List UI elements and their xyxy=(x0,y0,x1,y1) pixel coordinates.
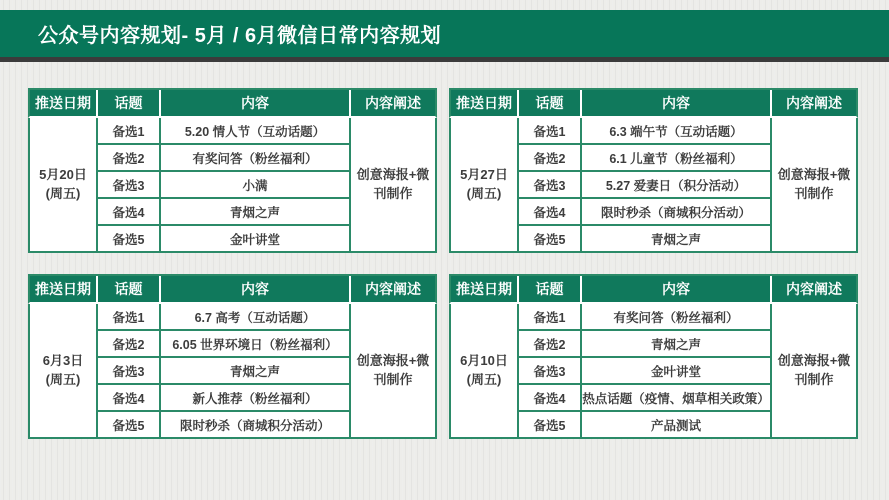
schedule-table-may20 xyxy=(28,88,437,253)
content-cell: 限时秒杀（商城积分活动） xyxy=(161,412,349,437)
table-body xyxy=(28,118,437,253)
content-cell: 5.20 情人节（互动话题） xyxy=(161,118,349,143)
table-header-row xyxy=(28,274,437,304)
table-grid xyxy=(28,88,858,439)
content-cell: 新人推荐（粉丝福利） xyxy=(161,385,349,410)
content-cell: 产品测试 xyxy=(582,412,770,437)
description-cell: 创意海报+微刊制作 xyxy=(351,118,435,251)
topic-cell: 备选4 xyxy=(98,385,159,410)
schedule-table-jun3 xyxy=(28,274,437,439)
topic-cell: 备选5 xyxy=(98,412,159,437)
weekday-text: (周五) xyxy=(466,371,502,387)
column-header-topic: 话题 xyxy=(519,276,580,302)
content-cell: 金叶讲堂 xyxy=(582,358,770,383)
topic-cell: 备选4 xyxy=(519,385,580,410)
content-cell: 青烟之声 xyxy=(161,199,349,224)
column-header-push-date: 推送日期 xyxy=(451,276,517,302)
content-cell: 青烟之声 xyxy=(582,226,770,251)
topic-cell: 备选3 xyxy=(98,358,159,383)
topic-cell: 备选1 xyxy=(519,118,580,143)
table-header-row xyxy=(28,88,437,118)
description-cell: 创意海报+微刊制作 xyxy=(772,304,856,437)
date-cell xyxy=(30,118,96,251)
table-header-row xyxy=(449,88,858,118)
date-text: 5月20日 xyxy=(39,167,87,183)
column-header-description: 内容阐述 xyxy=(351,90,435,116)
topic-cell: 备选2 xyxy=(98,145,159,170)
content-cell: 青烟之声 xyxy=(582,331,770,356)
table-body xyxy=(449,118,858,253)
topic-cell: 备选3 xyxy=(98,172,159,197)
topic-cell: 备选5 xyxy=(519,226,580,251)
topic-cell: 备选4 xyxy=(519,199,580,224)
table-body xyxy=(449,304,858,439)
date-text: 6月3日 xyxy=(42,353,84,369)
description-cell: 创意海报+微刊制作 xyxy=(772,118,856,251)
topic-cell: 备选1 xyxy=(98,118,159,143)
column-header-push-date: 推送日期 xyxy=(30,90,96,116)
topic-cell: 备选2 xyxy=(519,331,580,356)
content-cell: 青烟之声 xyxy=(161,358,349,383)
topic-cell: 备选3 xyxy=(519,358,580,383)
date-cell xyxy=(451,304,517,437)
topic-cell: 备选2 xyxy=(98,331,159,356)
column-header-content: 内容 xyxy=(161,276,349,302)
topic-cell: 备选1 xyxy=(98,304,159,329)
content-cell: 6.1 儿童节（粉丝福利） xyxy=(582,145,770,170)
topic-cell: 备选2 xyxy=(519,145,580,170)
date-text: 6月10日 xyxy=(460,353,508,369)
title-bar xyxy=(0,10,889,57)
schedule-table-may27 xyxy=(449,88,858,253)
date-cell xyxy=(30,304,96,437)
column-header-content: 内容 xyxy=(582,90,770,116)
topic-cell: 备选5 xyxy=(519,412,580,437)
content-cell: 6.3 端午节（互动话题） xyxy=(582,118,770,143)
column-header-topic: 话题 xyxy=(519,90,580,116)
column-header-content: 内容 xyxy=(582,276,770,302)
column-header-push-date: 推送日期 xyxy=(30,276,96,302)
weekday-text: (周五) xyxy=(45,185,81,201)
content-cell: 有奖问答（粉丝福利） xyxy=(582,304,770,329)
topic-cell: 备选1 xyxy=(519,304,580,329)
content-cell: 金叶讲堂 xyxy=(161,226,349,251)
column-header-description: 内容阐述 xyxy=(351,276,435,302)
column-header-topic: 话题 xyxy=(98,90,159,116)
content-cell: 6.05 世界环境日（粉丝福利） xyxy=(161,331,349,356)
content-cell: 5.27 爱妻日（积分活动） xyxy=(582,172,770,197)
topic-cell: 备选5 xyxy=(98,226,159,251)
topic-cell: 备选4 xyxy=(98,199,159,224)
description-cell: 创意海报+微刊制作 xyxy=(351,304,435,437)
page-title: 公众号内容规划- 5月 / 6月微信日常内容规划 xyxy=(38,25,442,47)
schedule-table-jun10 xyxy=(449,274,858,439)
column-header-description: 内容阐述 xyxy=(772,90,856,116)
weekday-text: (周五) xyxy=(466,185,502,201)
column-header-push-date: 推送日期 xyxy=(451,90,517,116)
title-underline-strip xyxy=(0,57,889,62)
column-header-topic: 话题 xyxy=(98,276,159,302)
weekday-text: (周五) xyxy=(45,371,81,387)
topic-cell: 备选3 xyxy=(519,172,580,197)
date-text: 5月27日 xyxy=(460,167,508,183)
content-cell: 热点话题（疫情、烟草相关政策） xyxy=(582,385,770,410)
date-cell xyxy=(451,118,517,251)
column-header-content: 内容 xyxy=(161,90,349,116)
content-cell: 小满 xyxy=(161,172,349,197)
table-header-row xyxy=(449,274,858,304)
content-cell: 限时秒杀（商城积分活动） xyxy=(582,199,770,224)
column-header-description: 内容阐述 xyxy=(772,276,856,302)
content-cell: 有奖问答（粉丝福利） xyxy=(161,145,349,170)
table-body xyxy=(28,304,437,439)
content-cell: 6.7 高考（互动话题） xyxy=(161,304,349,329)
